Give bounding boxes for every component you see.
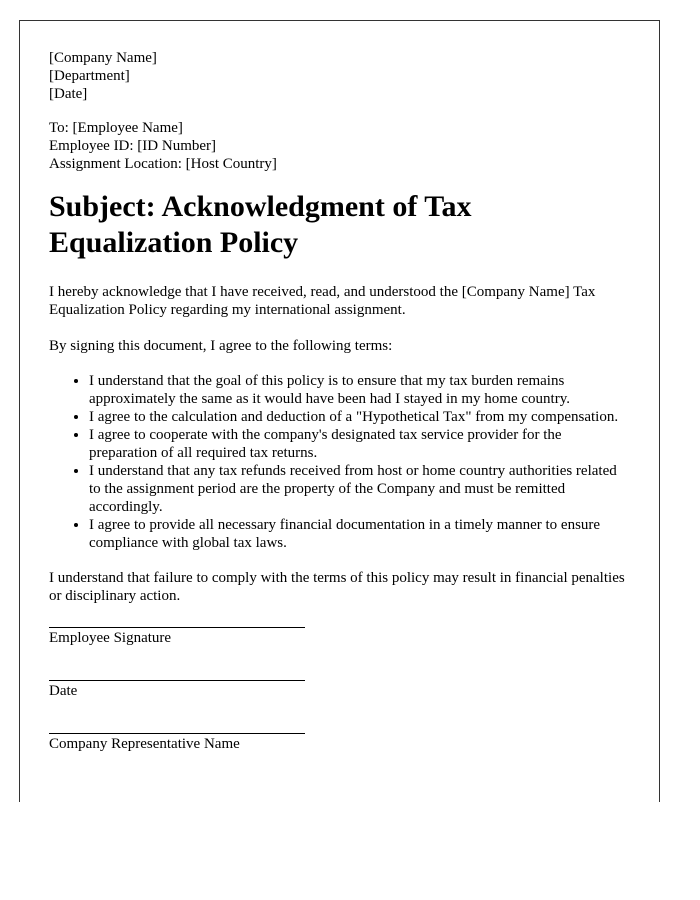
- assignment-location: Assignment Location: [Host Country]: [49, 156, 277, 172]
- department: [Department]: [49, 68, 130, 84]
- terms-list: [49, 372, 630, 552]
- document-page: [19, 20, 660, 802]
- list-item: • I understand that any tax refunds received from host or home country authorities related to the assignment period are the property of the Company and must be remitted accordingly.: [89, 462, 630, 516]
- letter-date: [Date]: [49, 86, 88, 102]
- list-item: • I agree to cooperate with the company's designated tax service provider for the preparation of all required tax returns.: [89, 426, 630, 462]
- representative-name-field: [49, 733, 630, 753]
- list-item: • I understand that the goal of this policy is to ensure that my tax burden remains approximately the same as it would have been had I stayed in my home country.: [89, 372, 630, 408]
- subject-heading: Subject: Acknowledgment of Tax Equalization Policy: [49, 190, 472, 259]
- list-item: • I agree to the calculation and deduction of a "Hypothetical Tax" from my compensation.: [89, 408, 630, 426]
- company-name: [Company Name]: [49, 50, 157, 66]
- signature-line: [49, 627, 305, 628]
- recipient-name: To: [Employee Name]: [49, 120, 183, 136]
- failure-notice-paragraph: I understand that failure to comply with the terms of this policy may result in financial penalties or disciplinary action.: [49, 570, 625, 604]
- sender-block: [49, 49, 630, 103]
- signature-line: [49, 733, 305, 734]
- signature-block: [49, 627, 630, 753]
- recipient-block: [49, 119, 630, 173]
- list-item: • I agree to provide all necessary financial documentation in a timely manner to ensure compliance with global tax laws.: [89, 516, 630, 552]
- employee-signature-field: [49, 627, 630, 647]
- employee-id: Employee ID: [ID Number]: [49, 138, 217, 154]
- representative-name-label: Company Representative Name: [49, 736, 240, 752]
- agree-intro-paragraph: By signing this document, I agree to the following terms:: [49, 338, 393, 354]
- employee-signature-label: Employee Signature: [49, 630, 172, 646]
- date-label: Date: [49, 683, 78, 699]
- acknowledgment-paragraph: I hereby acknowledge that I have received, read, and understood the [Company Name] Tax Equalization Policy regarding my international assignment.: [49, 284, 596, 318]
- date-field: [49, 680, 630, 700]
- signature-line: [49, 680, 305, 681]
